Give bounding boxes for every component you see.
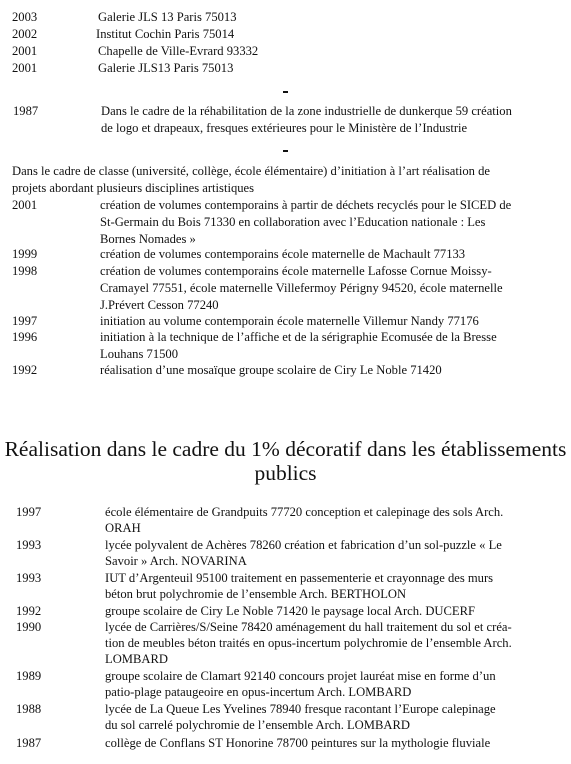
- section-title-line: publics: [254, 461, 317, 485]
- entry-year: 1993: [16, 538, 42, 552]
- entry-text-line: patio-plage pataugeoire en opus-incertum Arch. LOMBARD: [105, 685, 412, 699]
- entry-year: 1997: [12, 314, 38, 328]
- entry-text-line: de logo et drapeaux, fresques extérieures pour le Ministère de l’Industrie: [101, 121, 468, 135]
- entry-text-line: Louhans 71500: [100, 347, 179, 361]
- classes-intro-line: projets abordant plusieurs disciplines artistiques: [12, 181, 255, 195]
- entry-text-line: lycée de Carrières/S/Seine 78420 aménagement du hall traitement du sol et créa-: [105, 620, 512, 634]
- exhibition-year: 2002: [12, 27, 38, 41]
- exhibition-year: 2001: [12, 61, 38, 75]
- entry-year: 1997: [16, 505, 42, 519]
- entry-text-line: création de volumes contemporains à partir de déchets recyclés pour le SICED de: [100, 198, 512, 212]
- entry-text-line: création de volumes contemporains école maternelle Lafosse Cornue Moissy-: [100, 264, 492, 278]
- entry-year: 2001: [12, 198, 38, 212]
- exhibition-text: Galerie JLS 13 Paris 75013: [98, 10, 237, 24]
- entry-text-line: Cramayel 77551, école maternelle Villefermoy Périgny 94520, école maternelle: [100, 281, 503, 295]
- entry-year: 1996: [12, 330, 38, 344]
- entry-text-line: St-Germain du Bois 71330 en collaboration avec l’Education nationale : Les: [100, 215, 486, 229]
- entry-year: 1987: [13, 104, 39, 118]
- entry-text-line: Savoir » Arch. NOVARINA: [105, 554, 247, 568]
- entry-text-line: tion de meubles béton traités en opus-incertum polychromie de l’ensemble Arch.: [105, 636, 512, 650]
- separator-dash: [283, 150, 288, 152]
- exhibition-year: 2003: [12, 10, 38, 24]
- entry-text-line: lycée de La Queue Les Yvelines 78940 fresque racontant l’Europe calepinage: [105, 702, 496, 716]
- entry-text-line: création de volumes contemporains école maternelle de Machault 77133: [100, 247, 466, 261]
- entry-text-line: réalisation d’une mosaïque groupe scolaire de Ciry Le Noble 71420: [100, 363, 442, 377]
- entry-text-line: J.Prévert Cesson 77240: [100, 298, 219, 312]
- entry-year: 1990: [16, 620, 42, 634]
- entry-year: 1992: [12, 363, 38, 377]
- entry-text-line: collège de Conflans ST Honorine 78700 peintures sur la mythologie fluviale: [105, 736, 491, 750]
- entry-text-line: Bornes Nomades »: [100, 232, 196, 246]
- section-title-line: Réalisation dans le cadre du 1% décoratif dans les établissements: [4, 437, 567, 461]
- exhibition-year: 2001: [12, 44, 38, 58]
- entry-year: 1998: [12, 264, 38, 278]
- entry-year: 1988: [16, 702, 42, 716]
- entry-text-line: lycée polyvalent de Achères 78260 création et fabrication d’un sol-puzzle « Le: [105, 538, 502, 552]
- entry-year: 1993: [16, 571, 42, 585]
- entry-text-line: initiation au volume contemporain école maternelle Villemur Nandy 77176: [100, 314, 479, 328]
- entry-text-line: Dans le cadre de la réhabilitation de la zone industrielle de dunkerque 59 création: [101, 104, 512, 118]
- exhibition-text: Chapelle de Ville-Evrard 93332: [98, 44, 259, 58]
- entry-text-line: béton brut polychromie de l’ensemble Arch. BERTHOLON: [105, 587, 407, 601]
- entry-text-line: groupe scolaire de Clamart 92140 concours projet lauréat mise en forme d’un: [105, 669, 496, 683]
- entry-year: 1999: [12, 247, 38, 261]
- exhibition-text: Institut Cochin Paris 75014: [96, 27, 235, 41]
- entry-text-line: IUT d’Argenteuil 95100 traitement en passementerie et crayonnage des murs: [105, 571, 494, 585]
- entry-year: 1987: [16, 736, 42, 750]
- separator-dash: [283, 91, 288, 93]
- entry-text-line: ORAH: [105, 521, 141, 535]
- entry-text-line: initiation à la technique de l’affiche et de la sérigraphie Ecomusée de la Bresse: [100, 330, 497, 344]
- entry-text-line: LOMBARD: [105, 652, 168, 666]
- entry-year: 1992: [16, 604, 42, 618]
- entry-year: 1989: [16, 669, 42, 683]
- entry-text-line: groupe scolaire de Ciry Le Noble 71420 le paysage local Arch. DUCERF: [105, 604, 476, 618]
- exhibition-text: Galerie JLS13 Paris 75013: [98, 61, 234, 75]
- entry-text-line: du sol carrelé polychromie de l’ensemble Arch. LOMBARD: [105, 718, 410, 732]
- entry-text-line: école élémentaire de Grandpuits 77720 conception et calepinage des sols Arch.: [105, 505, 504, 519]
- classes-intro-line: Dans le cadre de classe (université, collège, école élémentaire) d’initiation à l’art réalisation de: [12, 164, 490, 178]
